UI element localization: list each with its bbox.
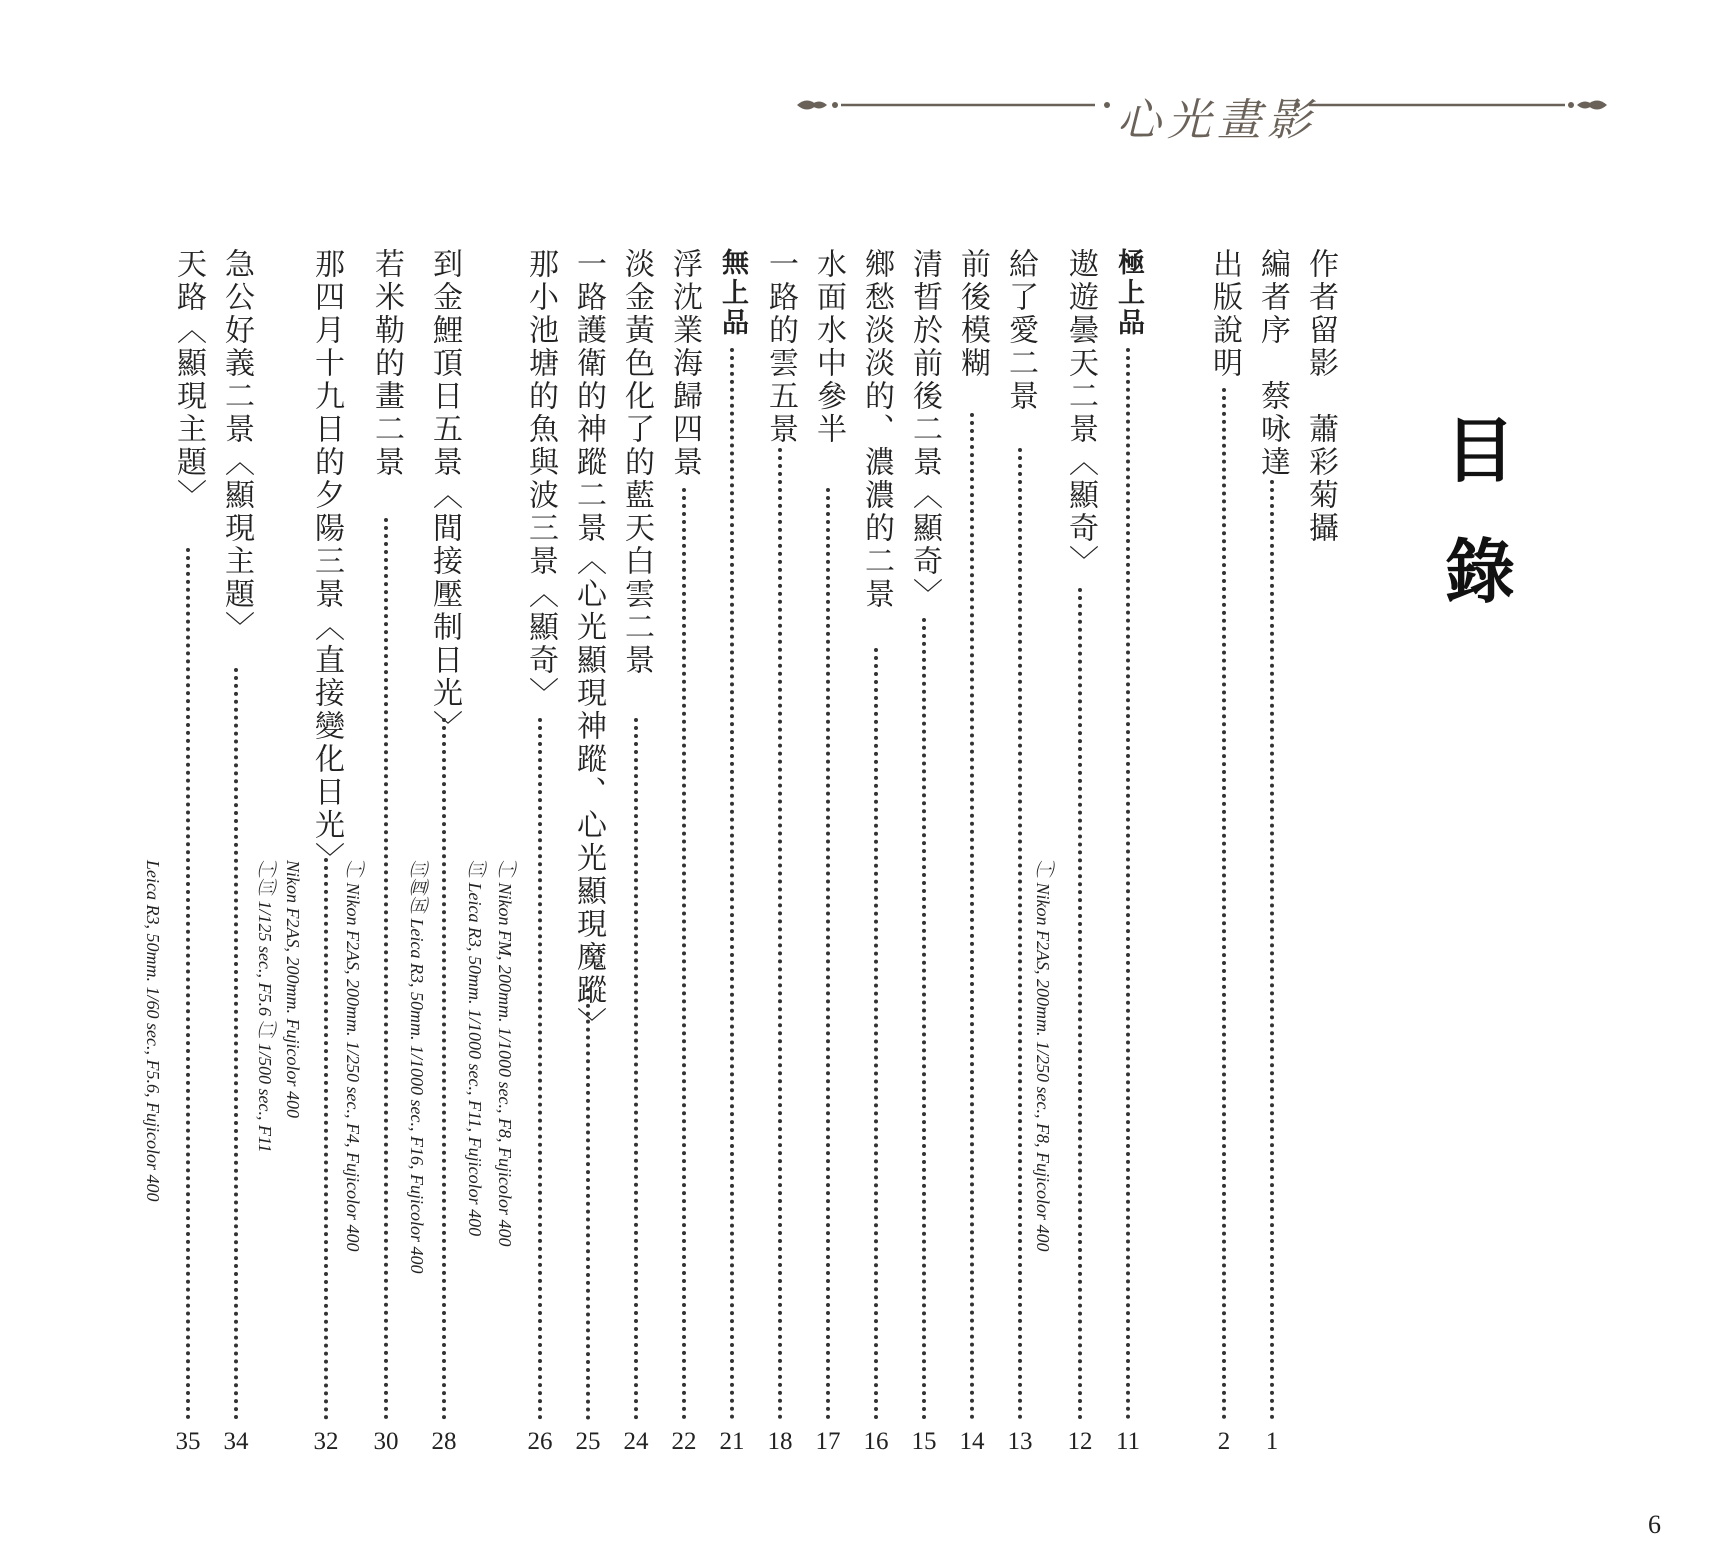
toc-entry[interactable]	[520, 248, 560, 1468]
toc-entry-label: 若米勒的畫二景	[369, 248, 404, 479]
page-title-char-1: 目	[1445, 410, 1515, 492]
toc-entry-label: 那四月十九日的夕陽三景〈直接變化日光〉	[309, 248, 344, 875]
toc-entry-label: 給了愛二景	[1003, 248, 1038, 413]
toc-entry[interactable]	[306, 248, 346, 1468]
camera-note: Leica R3, 50mm. 1/60 sec., F5.6, Fujicolor 400	[143, 860, 163, 1202]
toc-page-number: 13	[1007, 1428, 1033, 1455]
toc-entry[interactable]	[424, 248, 464, 1468]
leader-dots	[970, 413, 974, 1420]
leader-dots	[1018, 448, 1022, 1420]
toc-entry-label: 到金鯉頂日五景〈間接壓制日光〉	[427, 248, 462, 743]
toc-page-number: 34	[223, 1428, 249, 1455]
toc-entry-label: 那小池塘的魚與波三景〈顯奇〉	[523, 248, 558, 710]
toc-entry-editor-preface[interactable]	[1252, 248, 1292, 1468]
toc-page-number: 24	[623, 1428, 649, 1455]
toc-entry-label: 前後模糊	[955, 248, 990, 380]
leader-dots	[730, 348, 734, 1420]
toc-entry-label: 水面水中參半	[811, 248, 846, 446]
toc-entry[interactable]	[1000, 248, 1040, 1468]
toc-page-number: 2	[1217, 1428, 1231, 1455]
toc-entry-label: 鄉愁淡淡的、濃濃的二景	[859, 248, 894, 611]
toc-page-number: 21	[719, 1428, 745, 1455]
camera-note: ㈢ Leica R3, 50mm. 1/1000 sec., F11, Fujicolor 400	[465, 860, 485, 1237]
camera-note: ㈠ Nikon FM, 200mm. 1/1000 sec., F8, Fujicolor 400	[495, 860, 515, 1247]
brand-title: 心光畫影	[1117, 95, 1317, 146]
toc-page-number: 14	[959, 1428, 985, 1455]
toc-page-number: 22	[671, 1428, 697, 1455]
leader-dots	[186, 548, 190, 1420]
toc-section-ji-shang-pin[interactable]	[1108, 248, 1148, 1468]
toc-page-number: 30	[373, 1428, 399, 1455]
toc-entry-label: 淡金黃色化了的藍天白雲二景	[619, 248, 654, 677]
toc-section-wu-shang-pin[interactable]	[712, 248, 752, 1468]
page-title	[1430, 395, 1530, 617]
leader-dots	[1222, 388, 1226, 1420]
leader-dots	[874, 648, 878, 1420]
toc-entry-label: 浮沈業海歸四景	[667, 248, 702, 479]
toc-page-number: 17	[815, 1428, 841, 1455]
toc-entry[interactable]	[760, 248, 800, 1468]
toc-entry-label: 作者留影 蕭彩菊攝	[1303, 248, 1338, 545]
toc-entry[interactable]	[616, 248, 656, 1468]
leader-dots	[778, 448, 782, 1420]
toc-entry-publication-note[interactable]	[1204, 248, 1244, 1468]
toc-entry-author-photo[interactable]	[1300, 248, 1340, 1468]
leader-dots	[1078, 588, 1082, 1420]
leader-dots	[634, 718, 638, 1420]
toc-entry[interactable]	[952, 248, 992, 1468]
leader-dots	[586, 988, 590, 1420]
leader-dots	[1270, 480, 1274, 1420]
leader-dots	[682, 488, 686, 1420]
toc-entry[interactable]	[1060, 248, 1100, 1468]
toc-entry-label: 編者序 蔡咏達	[1255, 248, 1290, 479]
toc-entry-label: 出版說明	[1207, 248, 1242, 380]
camera-note: ㈠㈢ 1/125 sec., F5.6 ㈡ 1/500 sec., F11	[255, 860, 275, 1153]
camera-note: ㈢㈣㈤ Leica R3, 50mm. 1/1000 sec., F16, Fujicolor 400	[407, 860, 427, 1274]
toc-entry[interactable]	[904, 248, 944, 1468]
toc-page-number: 28	[431, 1428, 457, 1455]
toc-entry-label: 一路護衛的神蹤二景〈心光顯現神蹤、心光顯現魔蹤〉	[571, 248, 606, 1040]
toc-entry-label: 急公好義二景〈顯現主題〉	[219, 248, 254, 644]
toc-entry[interactable]	[568, 248, 608, 1468]
camera-note: ㈠ Nikon F2AS, 200mm. 1/250 sec., F8, Fujicolor 400	[1033, 860, 1053, 1252]
toc-page-number: 11	[1115, 1428, 1141, 1455]
leader-dots	[922, 618, 926, 1420]
toc-page-number: 25	[575, 1428, 601, 1455]
header-ornament	[795, 80, 1610, 146]
toc-section-label: 極上品	[1113, 248, 1144, 338]
toc-entry[interactable]	[856, 248, 896, 1468]
toc-page-number: 16	[863, 1428, 889, 1455]
camera-note: Nikon F2AS, 200mm. Fujicolor 400	[283, 860, 303, 1118]
leader-dots	[538, 718, 542, 1420]
toc-page-number: 1	[1265, 1428, 1279, 1455]
toc-section-label: 無上品	[717, 248, 748, 338]
toc-entry[interactable]	[808, 248, 848, 1468]
toc-entry-label: 遨遊曇天二景〈顯奇〉	[1063, 248, 1098, 578]
toc-page-number: 18	[767, 1428, 793, 1455]
toc-entry[interactable]	[366, 248, 406, 1468]
page-title-char-2: 錄	[1445, 531, 1515, 613]
camera-note: ㈠ Nikon F2AS, 200mm. 1/250 sec., F4, Fujicolor 400	[343, 860, 363, 1252]
page-number: 6	[1648, 1510, 1661, 1539]
toc-page-number: 15	[911, 1428, 937, 1455]
toc-page-number: 12	[1067, 1428, 1093, 1455]
toc-entry[interactable]	[168, 248, 208, 1468]
toc-page-number: 32	[313, 1428, 339, 1455]
toc-entry[interactable]	[664, 248, 704, 1468]
toc-entry-label: 天路〈顯現主題〉	[171, 248, 206, 512]
leader-dots	[442, 718, 446, 1420]
toc-page-number: 26	[527, 1428, 553, 1455]
leader-dots	[324, 858, 328, 1420]
toc-page-number: 35	[175, 1428, 201, 1455]
leader-dots	[384, 518, 388, 1420]
leader-dots	[826, 488, 830, 1420]
leader-dots	[234, 668, 238, 1420]
toc-entry-label: 清晢於前後二景〈顯奇〉	[907, 248, 942, 611]
toc-entry-label: 一路的雲五景	[763, 248, 798, 446]
leader-dots	[1126, 348, 1130, 1420]
toc-entry[interactable]	[216, 248, 256, 1468]
